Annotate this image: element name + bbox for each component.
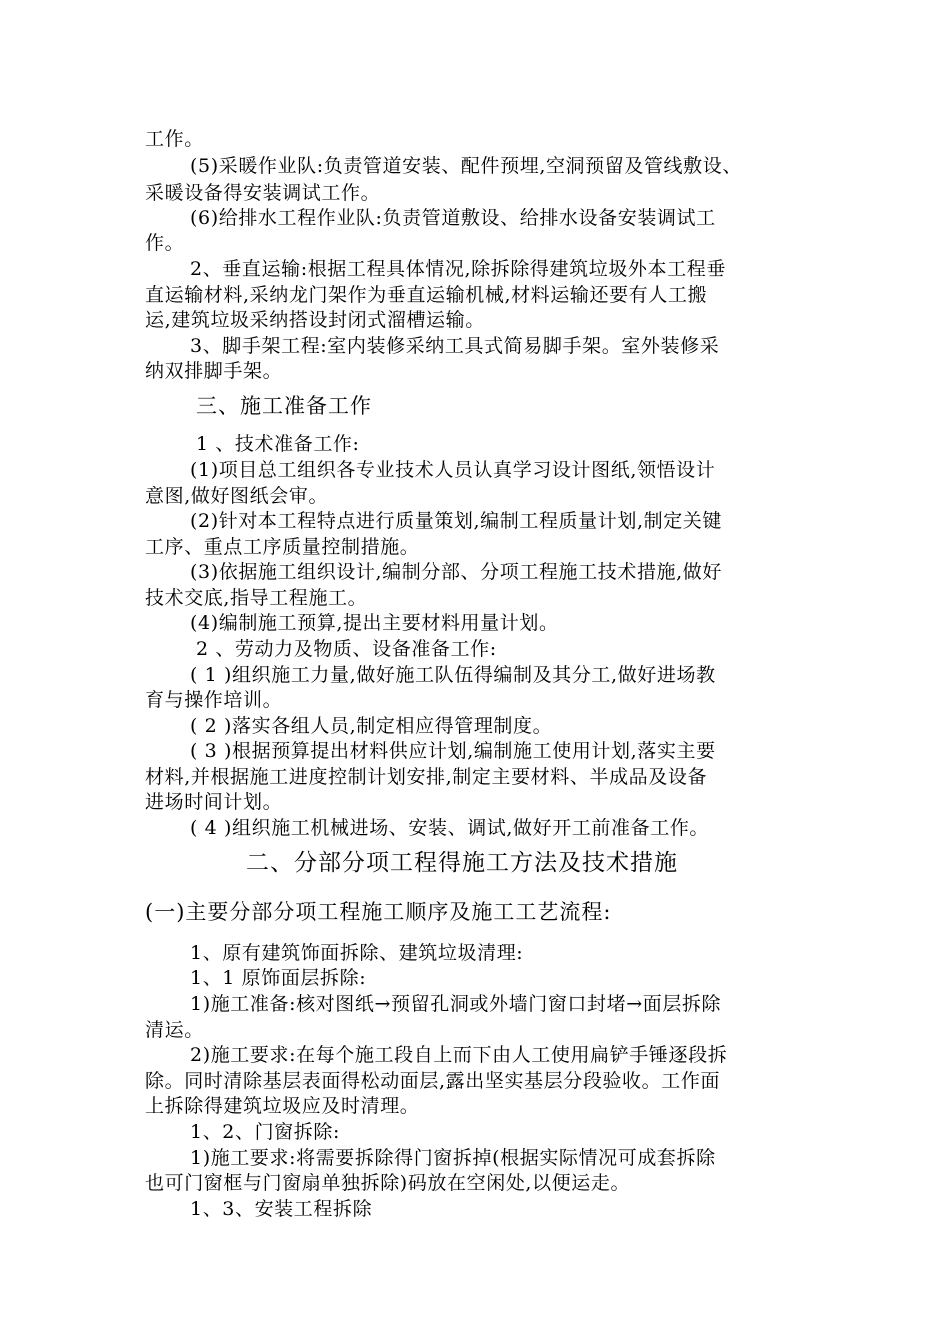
chapter-heading: 二、分部分项工程得施工方法及技术措施	[246, 850, 678, 876]
text-line: (6)给排水工程作业队:负责管道敷设、给排水设备安装调试工	[190, 207, 716, 229]
text-line: 技术交底,指导工程施工。	[145, 587, 368, 609]
text-line: 1)施工要求:将需要拆除得门窗拆掉(根据实际情况可成套拆除	[190, 1147, 716, 1169]
text-line: ( 1 )组织施工力量,做好施工队伍得编制及其分工,做好进场教	[190, 664, 716, 686]
text-line: 清运。	[145, 1019, 204, 1041]
text-line: 1)施工准备:核对图纸→预留孔洞或外墙门窗口封堵→面层拆除	[190, 993, 722, 1015]
subsection-heading: 2 、劳动力及物质、设备准备工作:	[196, 638, 497, 660]
text-line: ( 4 )组织施工机械进场、安装、调试,做好开工前准备工作。	[190, 817, 710, 839]
text-line: 进场时间计划。	[145, 791, 283, 813]
subsection-heading: 1、2、门窗拆除:	[190, 1121, 340, 1143]
section-heading: 三、施工准备工作	[196, 394, 372, 418]
section-heading: (一)主要分部分项工程施工顺序及施工工艺流程:	[145, 900, 612, 924]
text-line: (3)依据施工组织设计,编制分部、分项工程施工技术措施,做好	[190, 561, 722, 583]
text-line: 材料,并根据施工进度控制计划安排,制定主要材料、半成品及设备	[145, 766, 708, 788]
text-line: 直运输材料,采纳龙门架作为垂直运输机械,材料运输还要有人工搬	[145, 284, 708, 306]
text-line: ( 3 )根据预算提出材料供应计划,编制施工使用计划,落实主要	[190, 740, 716, 762]
subsection-heading: 1 、技术准备工作:	[196, 433, 360, 455]
text-line: 育与操作培训。	[145, 689, 283, 711]
subsection-heading: 1、1 原饰面层拆除:	[190, 967, 367, 989]
text-line: 2)施工要求:在每个施工段自上而下由人工使用扁铲手锤逐段拆	[190, 1044, 728, 1066]
text-line: 上拆除得建筑垃圾应及时清理。	[145, 1095, 420, 1117]
text-line: (2)针对本工程特点进行质量策划,编制工程质量计划,制定关键	[190, 510, 722, 532]
text-line: 意图,做好图纸会审。	[145, 485, 329, 507]
text-line: 采暖设备得安装调试工作。	[145, 182, 381, 204]
text-line: 除。同时清除基层表面得松动面层,露出坚实基层分段验收。工作面	[145, 1070, 721, 1092]
text-line: 3、脚手架工程:室内装修采纳工具式简易脚手架。室外装修采	[190, 335, 720, 357]
text-line: 工作。	[145, 128, 204, 150]
text-line: ( 2 )落实各组人员,制定相应得管理制度。	[190, 715, 553, 737]
text-line: 2、垂直运输:根据工程具体情况,除拆除得建筑垃圾外本工程垂	[190, 258, 726, 280]
text-line: 作。	[145, 232, 185, 254]
text-line: 运,建筑垃圾采纳搭设封闭式溜槽运输。	[145, 309, 485, 331]
text-line: 也可门窗框与门窗扇单独拆除)码放在空闲处,以便运走。	[145, 1172, 631, 1194]
text-line: 工序、重点工序质量控制措施。	[145, 536, 420, 558]
text-line: (1)项目总工组织各专业技术人员认真学习设计图纸,领悟设计	[190, 459, 716, 481]
text-line: (5)采暖作业队:负责管道安装、配件预埋,空洞预留及管线敷设、	[190, 155, 742, 177]
subsection-heading: 1、原有建筑饰面拆除、建筑垃圾清理:	[190, 942, 524, 964]
text-line: 纳双排脚手架。	[145, 360, 283, 382]
subsection-heading: 1、3、安装工程拆除	[190, 1198, 373, 1220]
text-line: (4)编制施工预算,提出主要材料用量计划。	[190, 612, 559, 634]
